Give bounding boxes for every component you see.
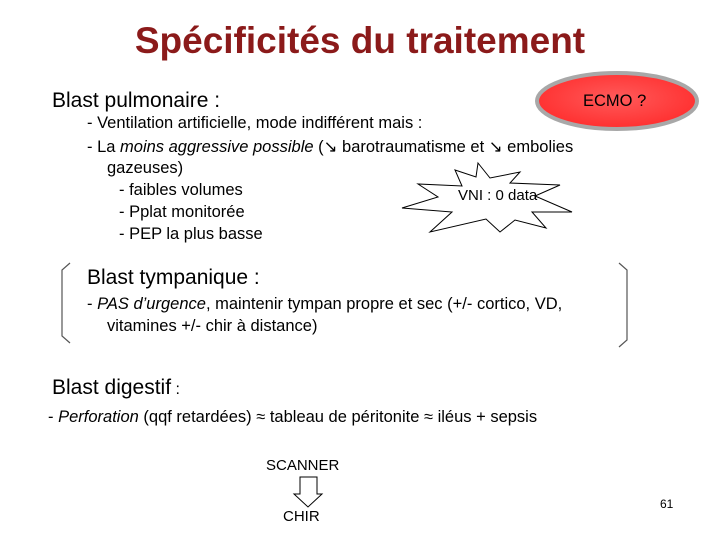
pulmonaire-bullet-1: - faibles volumes — [119, 181, 243, 199]
ecmo-label: ECMO ? — [583, 92, 647, 110]
digestif-line-1 — [48, 408, 537, 427]
tympanique-line-1-prefix: - — [87, 295, 98, 313]
pulmonaire-line-2-emphasis: moins aggressive possible — [120, 138, 314, 156]
pulmonaire-line-2-prefix: - La — [87, 138, 121, 156]
down-arrow-icon — [294, 477, 322, 507]
digestif-heading-text: Blast digestif — [52, 376, 172, 399]
pulmonaire-bullet-3: - PEP la plus basse — [119, 225, 263, 243]
heading-blast-digestif — [52, 376, 180, 400]
tympanique-line-1-suffix: , maintenir tympan propre et sec (+/- cortico, VD, — [205, 295, 563, 313]
slide-title: Spécificités du traitement — [134, 20, 586, 61]
vni-label: VNI : 0 data — [458, 187, 538, 204]
tympanique-line-1 — [87, 295, 562, 314]
tympanique-line-1-emphasis: PAS d’urgence — [97, 295, 206, 313]
chir-label: CHIR — [283, 508, 320, 525]
left-bracket — [62, 263, 70, 343]
pulmonaire-line-1: - Ventilation artificielle, mode indifférent mais : — [87, 114, 423, 132]
digestif-heading-colon: : — [171, 381, 180, 398]
heading-blast-tympanique: Blast tympanique : — [87, 266, 260, 289]
tympanique-line-2: vitamines +/- chir à distance) — [107, 317, 318, 335]
digestif-line-1-suffix: (qqf retardées) ≈ tableau de péritonite ≈ iléus + sepsis — [138, 408, 538, 426]
digestif-line-1-emphasis: Perforation — [58, 408, 139, 426]
pulmonaire-line-3: gazeuses) — [107, 159, 184, 177]
pulmonaire-bullet-2: - Pplat monitorée — [119, 203, 245, 221]
heading-blast-pulmonaire: Blast pulmonaire : — [52, 89, 221, 112]
pulmonaire-line-2-suffix: (↘ barotraumatisme et ↘ embolies — [313, 138, 574, 156]
pulmonaire-line-2 — [87, 137, 573, 157]
page-number: 61 — [660, 497, 674, 511]
right-bracket — [619, 263, 627, 347]
scanner-label: SCANNER — [266, 457, 340, 474]
digestif-line-1-prefix: - — [48, 408, 59, 426]
